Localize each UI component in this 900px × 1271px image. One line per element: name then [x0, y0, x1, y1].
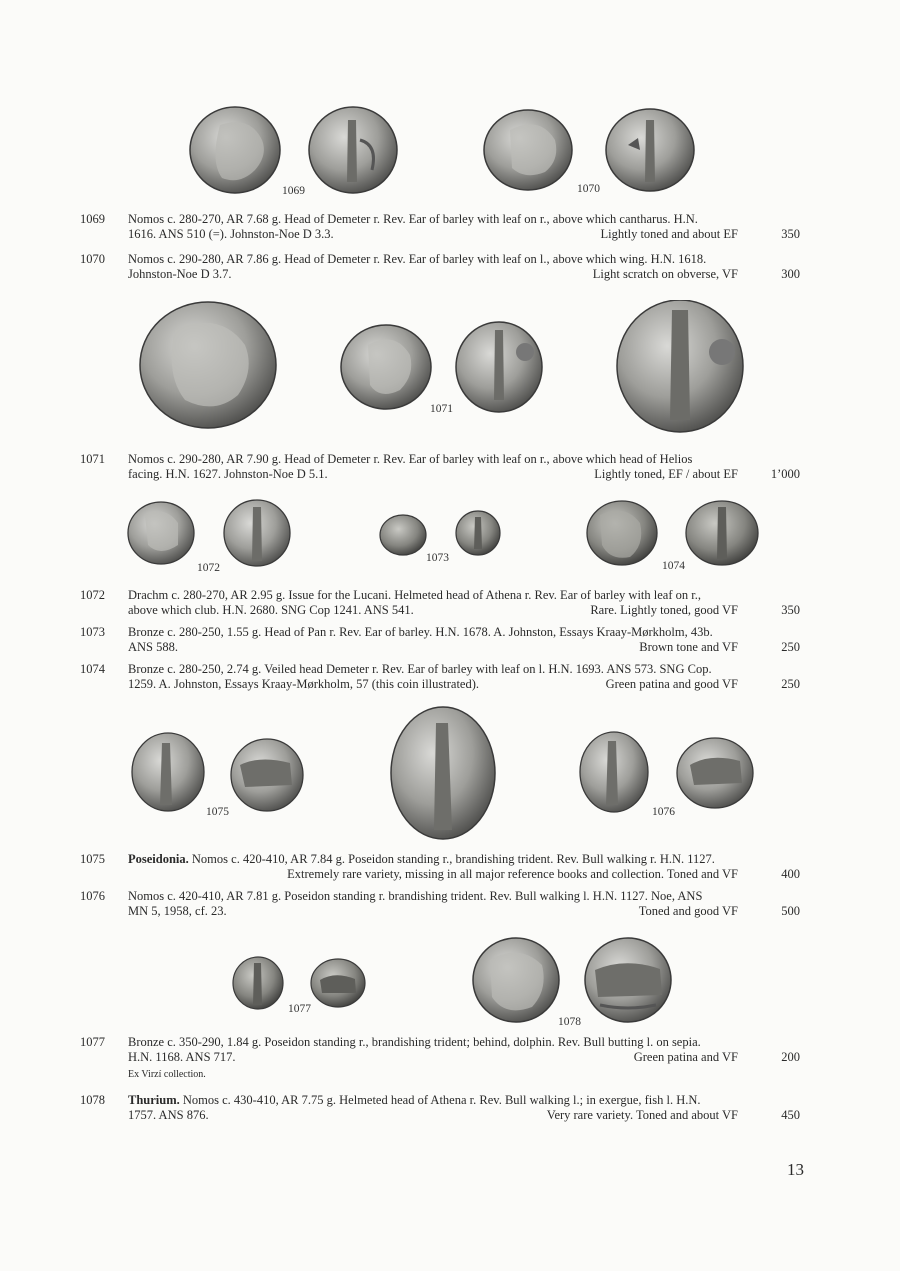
lot-number: 1075 — [80, 852, 105, 866]
lot-description: Bronze c. 280-250, 2.74 g. Veiled head Demeter r. Rev. Ear of barley with leaf on l. H.N. 1693. ANS 573. SNG Cop. — [128, 662, 712, 676]
lot-price: 350 — [781, 227, 800, 241]
coin-1078-reverse — [585, 938, 671, 1022]
lot-price: 400 — [781, 867, 800, 881]
coin-label-1074: 1074 — [662, 560, 685, 572]
lot-number: 1072 — [80, 588, 105, 602]
lot-description-cont: Johnston-Noe D 3.7. — [128, 267, 232, 281]
lot-description: Bronze c. 350-290, 1.84 g. Poseidon standing r., brandishing trident; behind, dolphin. Rev. Bull butting l. on sepia. — [128, 1035, 701, 1049]
lot-description-cont: 1616. ANS 510 (=). Johnston-Noe D 3.3. — [128, 227, 334, 241]
lot-condition: Rare. Lightly toned, good VF — [590, 603, 738, 617]
lot-number: 1074 — [80, 662, 105, 676]
lot-condition: Very rare variety. Toned and about VF — [546, 1108, 738, 1122]
coin-1078-obverse — [473, 938, 559, 1022]
coin-1077-obverse — [233, 957, 283, 1009]
lot-number: 1070 — [80, 252, 105, 266]
lot-price: 300 — [781, 267, 800, 281]
lot-description: Nomos c. 420-410, AR 7.84 g. Poseidon standing r., brandishing trident. Rev. Bull walking r. H.N. 1127. — [191, 852, 715, 866]
coin-label-1071: 1071 — [430, 403, 453, 415]
lot-description-cont: facing. H.N. 1627. Johnston-Noe D 5.1. — [128, 467, 328, 481]
lot-provenance-note: Ex Virzí collection. — [128, 1069, 206, 1080]
coin-label-1078: 1078 — [558, 1016, 581, 1028]
lot-price: 250 — [781, 640, 800, 654]
coin-label-1069: 1069 — [282, 185, 305, 197]
lot-condition: Green patina and good VF — [605, 677, 738, 691]
coin-1074-obverse — [587, 501, 657, 565]
coin-label-1075: 1075 — [206, 806, 229, 818]
coin-row-1072-1074 — [0, 495, 900, 580]
lot-number: 1071 — [80, 452, 105, 466]
coin-1073-obverse — [380, 515, 426, 555]
coin-row-1075-1076 — [0, 705, 900, 845]
lot-description: Nomos c. 280-270, AR 7.68 g. Head of Demeter r. Rev. Ear of barley with leaf on r., above which cantharus. H.N. — [128, 212, 698, 226]
coin-1076-obverse — [580, 732, 648, 812]
lot-mint: Poseidonia. — [128, 852, 189, 866]
lot-condition: Light scratch on obverse, VF — [592, 267, 738, 281]
lot-condition: Brown tone and VF — [639, 640, 738, 654]
coin-label-1073: 1073 — [426, 552, 449, 564]
lot-description: Nomos c. 290-280, AR 7.86 g. Head of Demeter r. Rev. Ear of barley with leaf on l., above which wing. H.N. 1618. — [128, 252, 707, 266]
coin-1071-reverse-enlarged — [617, 300, 743, 432]
lot-description: Nomos c. 420-410, AR 7.81 g. Poseidon standing r. brandishing trident. Rev. Bull walking l. H.N. 1127. Noe, ANS — [128, 889, 703, 903]
coin-1073-reverse — [456, 511, 500, 555]
lot-description-cont: ANS 588. — [128, 640, 179, 654]
lot-description-cont: MN 5, 1958, cf. 23. — [128, 904, 227, 918]
coin-1070-obverse — [484, 110, 572, 190]
lot-condition: Lightly toned and about EF — [600, 227, 738, 241]
lot-description-cont: 1757. ANS 876. — [128, 1108, 209, 1122]
coin-1076-reverse — [677, 738, 753, 808]
lot-description: Nomos c. 430-410, AR 7.75 g. Helmeted head of Athena r. Rev. Bull walking l.; in exergue, fish l. H.N. — [182, 1093, 701, 1107]
coin-1071-obverse — [341, 325, 431, 409]
lot-price: 250 — [781, 677, 800, 691]
coin-1072-reverse — [224, 500, 290, 566]
coin-1075-reverse — [231, 739, 303, 811]
lot-condition: Extremely rare variety, missing in all major reference books and collection. Toned and VF — [287, 867, 738, 881]
coin-row-1077-1078 — [0, 935, 900, 1030]
coin-label-1076: 1076 — [652, 806, 675, 818]
coin-label-1077: 1077 — [288, 1003, 311, 1015]
coin-label-1072: 1072 — [197, 562, 220, 574]
lot-description-cont: above which club. H.N. 2680. SNG Cop 1241. ANS 541. — [128, 603, 414, 617]
lot-price: 200 — [781, 1050, 800, 1064]
coin-row-1071 — [0, 300, 900, 445]
lot-number: 1077 — [80, 1035, 105, 1049]
coin-1069-obverse — [190, 107, 280, 193]
lot-price: 350 — [781, 603, 800, 617]
coin-1077-reverse — [311, 959, 365, 1007]
coin-1071-obverse-enlarged — [140, 302, 276, 428]
lot-condition: Lightly toned, EF / about EF — [594, 467, 738, 481]
lot-number: 1073 — [80, 625, 105, 639]
lot-price: 500 — [781, 904, 800, 918]
coin-1070-reverse — [606, 109, 694, 191]
lot-number: 1076 — [80, 889, 105, 903]
lot-condition: Toned and good VF — [638, 904, 738, 918]
lot-price: 1’000 — [770, 467, 800, 481]
lot-number: 1078 — [80, 1093, 105, 1107]
lot-price: 450 — [781, 1108, 800, 1122]
coin-1075-obverse-enlarged — [391, 707, 495, 839]
coin-label-1070: 1070 — [577, 183, 600, 195]
coin-1071-reverse — [456, 322, 542, 412]
lot-mint: Thurium. — [128, 1093, 180, 1107]
lot-description-cont: H.N. 1168. ANS 717. — [128, 1050, 236, 1064]
coin-1074-reverse — [686, 501, 758, 565]
lot-description: Bronze c. 280-250, 1.55 g. Head of Pan r. Rev. Ear of barley. H.N. 1678. A. Johnston, Essays Kraay-Mørkholm, 43b. — [128, 625, 713, 639]
page-number: 13 — [787, 1160, 804, 1179]
coin-1072-obverse — [128, 502, 194, 564]
lot-description: Nomos c. 290-280, AR 7.90 g. Head of Demeter r. Rev. Ear of barley with leaf on r., above which head of Helios — [128, 452, 693, 466]
lot-description: Drachm c. 280-270, AR 2.95 g. Issue for the Lucani. Helmeted head of Athena r. Rev. Ear of barley with leaf on r., — [128, 588, 701, 602]
lot-condition: Green patina and VF — [633, 1050, 738, 1064]
coin-1069-reverse — [309, 107, 397, 193]
lot-description-cont: 1259. A. Johnston, Essays Kraay-Mørkholm, 57 (this coin illustrated). — [128, 677, 480, 691]
lot-number: 1069 — [80, 212, 105, 226]
coin-1075-obverse — [132, 733, 204, 811]
